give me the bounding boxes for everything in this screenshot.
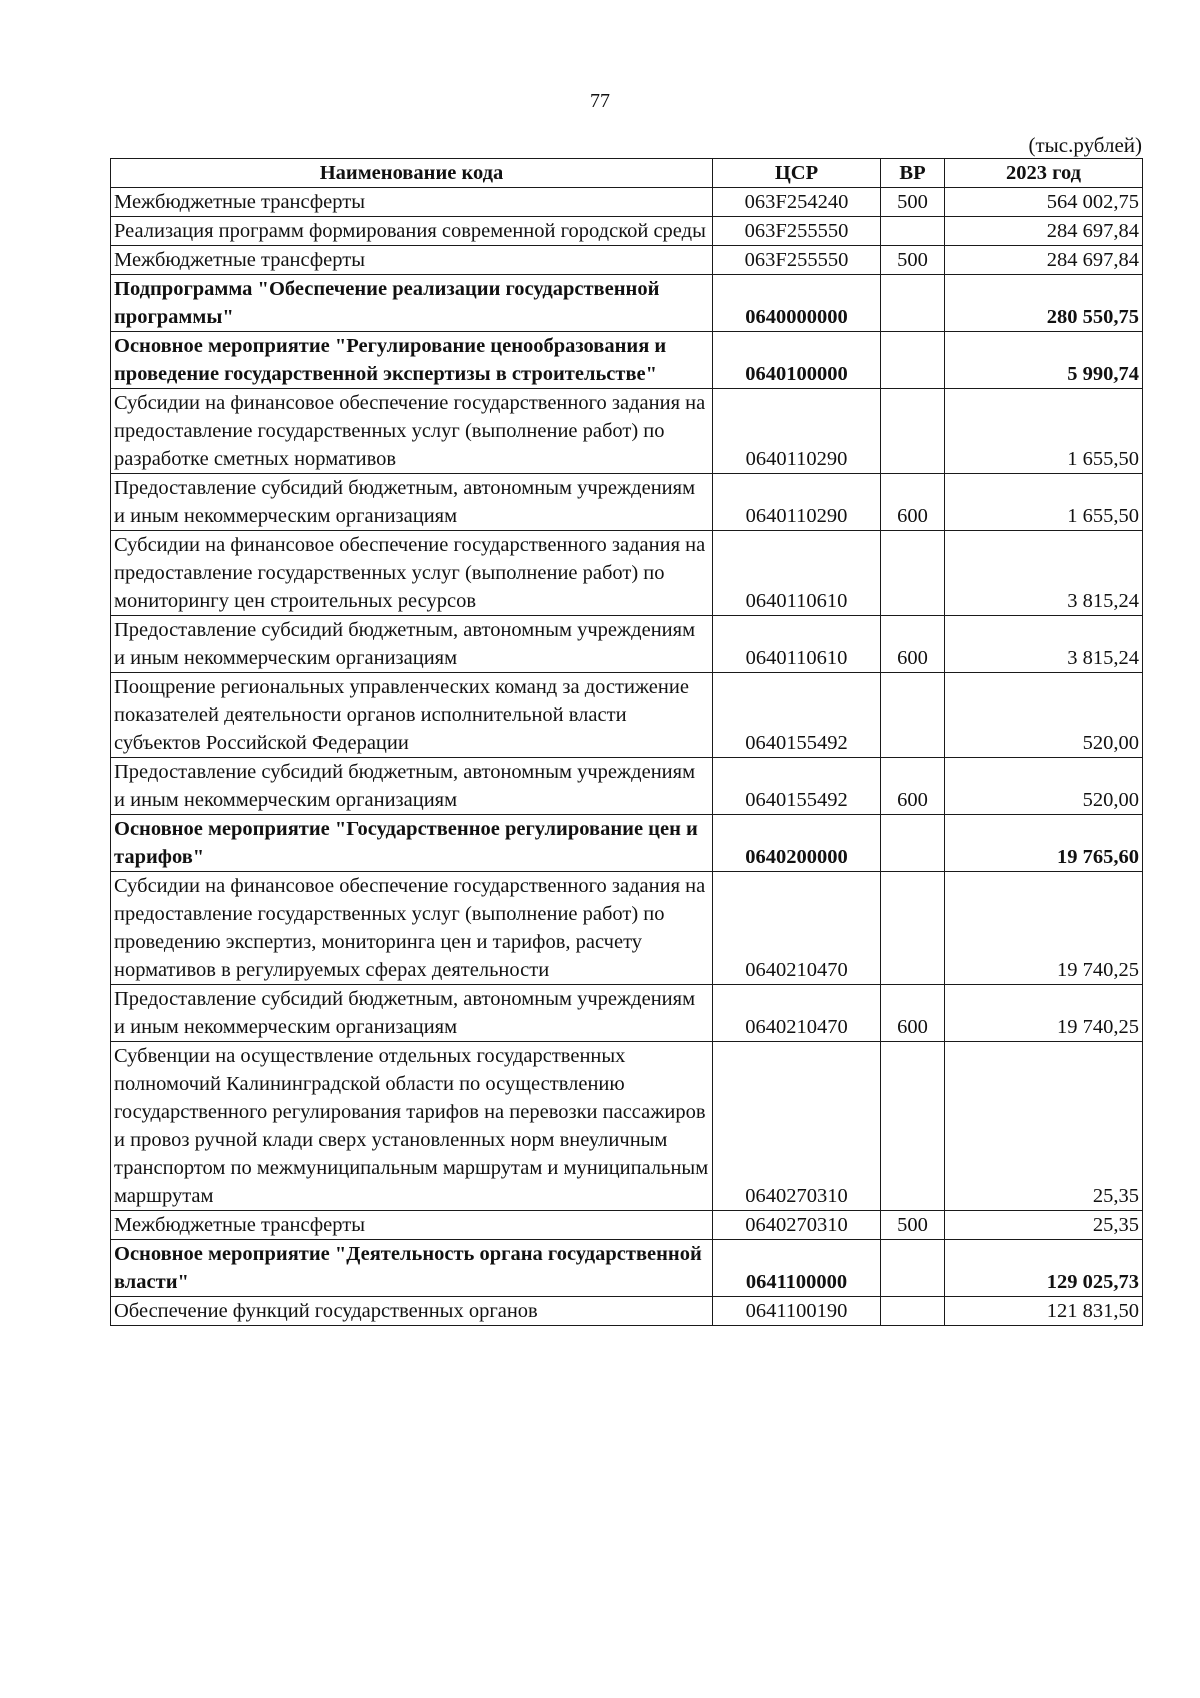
row-vr: 600 [881, 474, 945, 531]
table-row [111, 758, 1143, 815]
row-amount: 284 697,84 [945, 217, 1143, 246]
table-row [111, 332, 1143, 389]
row-amount: 129 025,73 [945, 1240, 1143, 1297]
row-amount: 5 990,74 [945, 332, 1143, 389]
row-vr [881, 1297, 945, 1326]
row-vr [881, 1240, 945, 1297]
row-vr [881, 531, 945, 616]
table-row [111, 389, 1143, 474]
row-vr [881, 815, 945, 872]
page-number: 77 [590, 90, 610, 112]
row-amount: 1 655,50 [945, 474, 1143, 531]
row-amount: 19 740,25 [945, 985, 1143, 1042]
table-row [111, 531, 1143, 616]
budget-table [110, 158, 1143, 1326]
table-row [111, 616, 1143, 673]
row-vr [881, 389, 945, 474]
table-row [111, 872, 1143, 985]
row-vr: 500 [881, 1211, 945, 1240]
row-vr [881, 673, 945, 758]
table-header-row [111, 159, 1143, 188]
row-code: 0641100190 [713, 1297, 881, 1326]
row-code: 0640210470 [713, 985, 881, 1042]
row-vr: 600 [881, 985, 945, 1042]
row-amount: 25,35 [945, 1211, 1143, 1240]
row-name: Субсидии на финансовое обеспечение государственного задания на предоставление государственных услуг (выполнение работ) по проведению экспертиз, мониторинга цен и тарифов, расчету нормативов в регулируемых сферах деятельности [111, 872, 713, 985]
units-label: (тыс.рублей) [1028, 133, 1142, 157]
row-amount: 25,35 [945, 1042, 1143, 1211]
row-amount: 520,00 [945, 673, 1143, 758]
row-name: Межбюджетные трансферты [111, 246, 713, 275]
row-code: 0640110610 [713, 531, 881, 616]
row-name: Предоставление субсидий бюджетным, автономным учреждениям и иным некоммерческим организациям [111, 985, 713, 1042]
row-vr [881, 275, 945, 332]
row-name: Реализация программ формирования современной городской среды [111, 217, 713, 246]
row-vr [881, 217, 945, 246]
row-code: 0640110610 [713, 616, 881, 673]
table-row [111, 1240, 1143, 1297]
row-amount: 280 550,75 [945, 275, 1143, 332]
row-code: 0640210470 [713, 872, 881, 985]
row-amount: 3 815,24 [945, 531, 1143, 616]
row-name: Субвенции на осуществление отдельных государственных полномочий Калининградской области по осуществлению государственного регулирования тарифов на перевозки пассажиров и провоз ручной клади сверх установленных норм внеуличным транспортом по межмуниципальным маршрутам и муниципальным маршрутам [111, 1042, 713, 1211]
row-name: Предоставление субсидий бюджетным, автономным учреждениям и иным некоммерческим организациям [111, 616, 713, 673]
row-name: Субсидии на финансовое обеспечение государственного задания на предоставление государственных услуг (выполнение работ) по мониторингу цен строительных ресурсов [111, 531, 713, 616]
table-row [111, 217, 1143, 246]
table-row [111, 815, 1143, 872]
row-vr: 500 [881, 188, 945, 217]
row-code: 0640100000 [713, 332, 881, 389]
row-vr [881, 872, 945, 985]
row-code: 0640155492 [713, 758, 881, 815]
row-vr: 600 [881, 758, 945, 815]
row-code: 063F255550 [713, 217, 881, 246]
table-row [111, 1297, 1143, 1326]
row-code: 063F255550 [713, 246, 881, 275]
row-amount: 19 740,25 [945, 872, 1143, 985]
row-amount: 520,00 [945, 758, 1143, 815]
row-name: Субсидии на финансовое обеспечение государственного задания на предоставление государственных услуг (выполнение работ) по разработке сметных нормативов [111, 389, 713, 474]
row-name: Основное мероприятие "Регулирование ценообразования и проведение государственной экспертизы в строительстве" [111, 332, 713, 389]
row-code: 0640155492 [713, 673, 881, 758]
row-vr [881, 1042, 945, 1211]
row-amount: 121 831,50 [945, 1297, 1143, 1326]
row-name: Предоставление субсидий бюджетным, автономным учреждениям и иным некоммерческим организациям [111, 474, 713, 531]
row-vr [881, 332, 945, 389]
row-amount: 284 697,84 [945, 246, 1143, 275]
header-code: ЦСР [713, 159, 881, 188]
header-name: Наименование кода [111, 159, 713, 188]
row-vr: 500 [881, 246, 945, 275]
row-code: 0640110290 [713, 474, 881, 531]
row-vr: 600 [881, 616, 945, 673]
row-code: 0640270310 [713, 1211, 881, 1240]
row-name: Основное мероприятие "Деятельность органа государственной власти" [111, 1240, 713, 1297]
row-code: 0641100000 [713, 1240, 881, 1297]
row-name: Подпрограмма "Обеспечение реализации государственной программы" [111, 275, 713, 332]
row-code: 0640000000 [713, 275, 881, 332]
row-amount: 1 655,50 [945, 389, 1143, 474]
row-name: Межбюджетные трансферты [111, 188, 713, 217]
row-code: 063F254240 [713, 188, 881, 217]
row-code: 0640110290 [713, 389, 881, 474]
table-row [111, 985, 1143, 1042]
table-row [111, 673, 1143, 758]
row-amount: 3 815,24 [945, 616, 1143, 673]
row-code: 0640200000 [713, 815, 881, 872]
row-name: Обеспечение функций государственных органов [111, 1297, 713, 1326]
table-row [111, 275, 1143, 332]
row-name: Поощрение региональных управленческих команд за достижение показателей деятельности органов исполнительной власти субъектов Российской Федерации [111, 673, 713, 758]
row-name: Основное мероприятие "Государственное регулирование цен и тарифов" [111, 815, 713, 872]
table-body [111, 188, 1143, 1326]
table-row [111, 246, 1143, 275]
row-name: Предоставление субсидий бюджетным, автономным учреждениям и иным некоммерческим организациям [111, 758, 713, 815]
row-amount: 19 765,60 [945, 815, 1143, 872]
table-row [111, 1042, 1143, 1211]
table-row [111, 474, 1143, 531]
table-row [111, 188, 1143, 217]
header-vr: ВР [881, 159, 945, 188]
header-year: 2023 год [945, 159, 1143, 188]
table-row [111, 1211, 1143, 1240]
row-amount: 564 002,75 [945, 188, 1143, 217]
row-code: 0640270310 [713, 1042, 881, 1211]
row-name: Межбюджетные трансферты [111, 1211, 713, 1240]
